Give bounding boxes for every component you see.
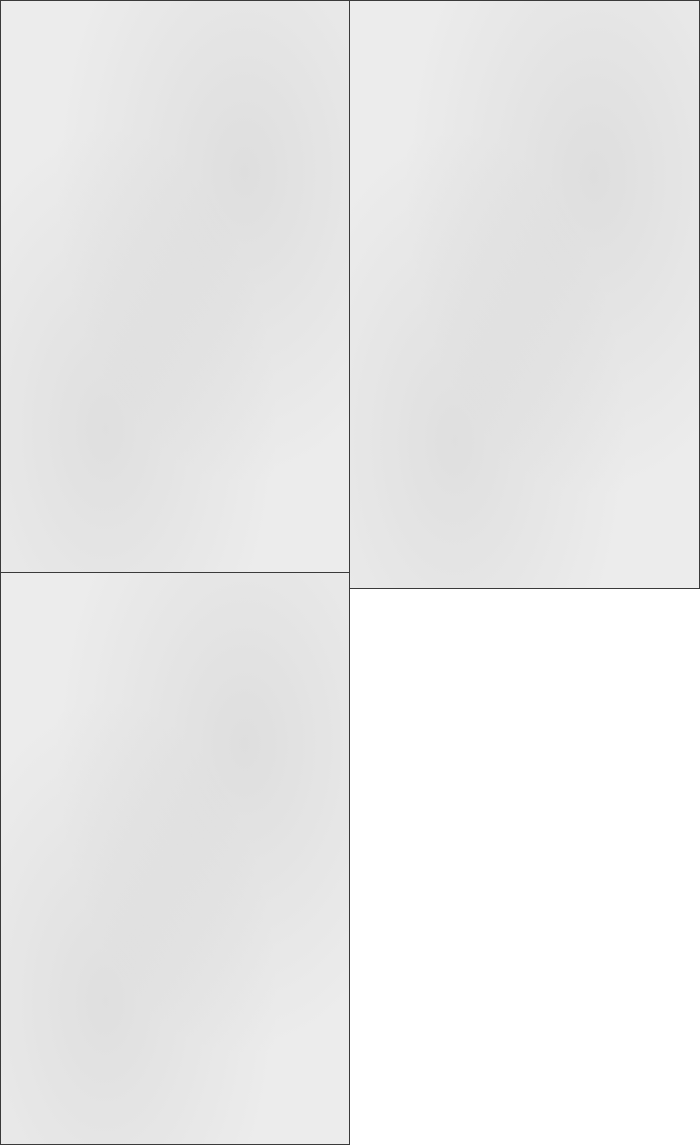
objective-continuation-panel: [0, 572, 350, 1145]
objective-paper-panel: [0, 0, 350, 573]
subjective-continuation-panel: [349, 0, 700, 589]
